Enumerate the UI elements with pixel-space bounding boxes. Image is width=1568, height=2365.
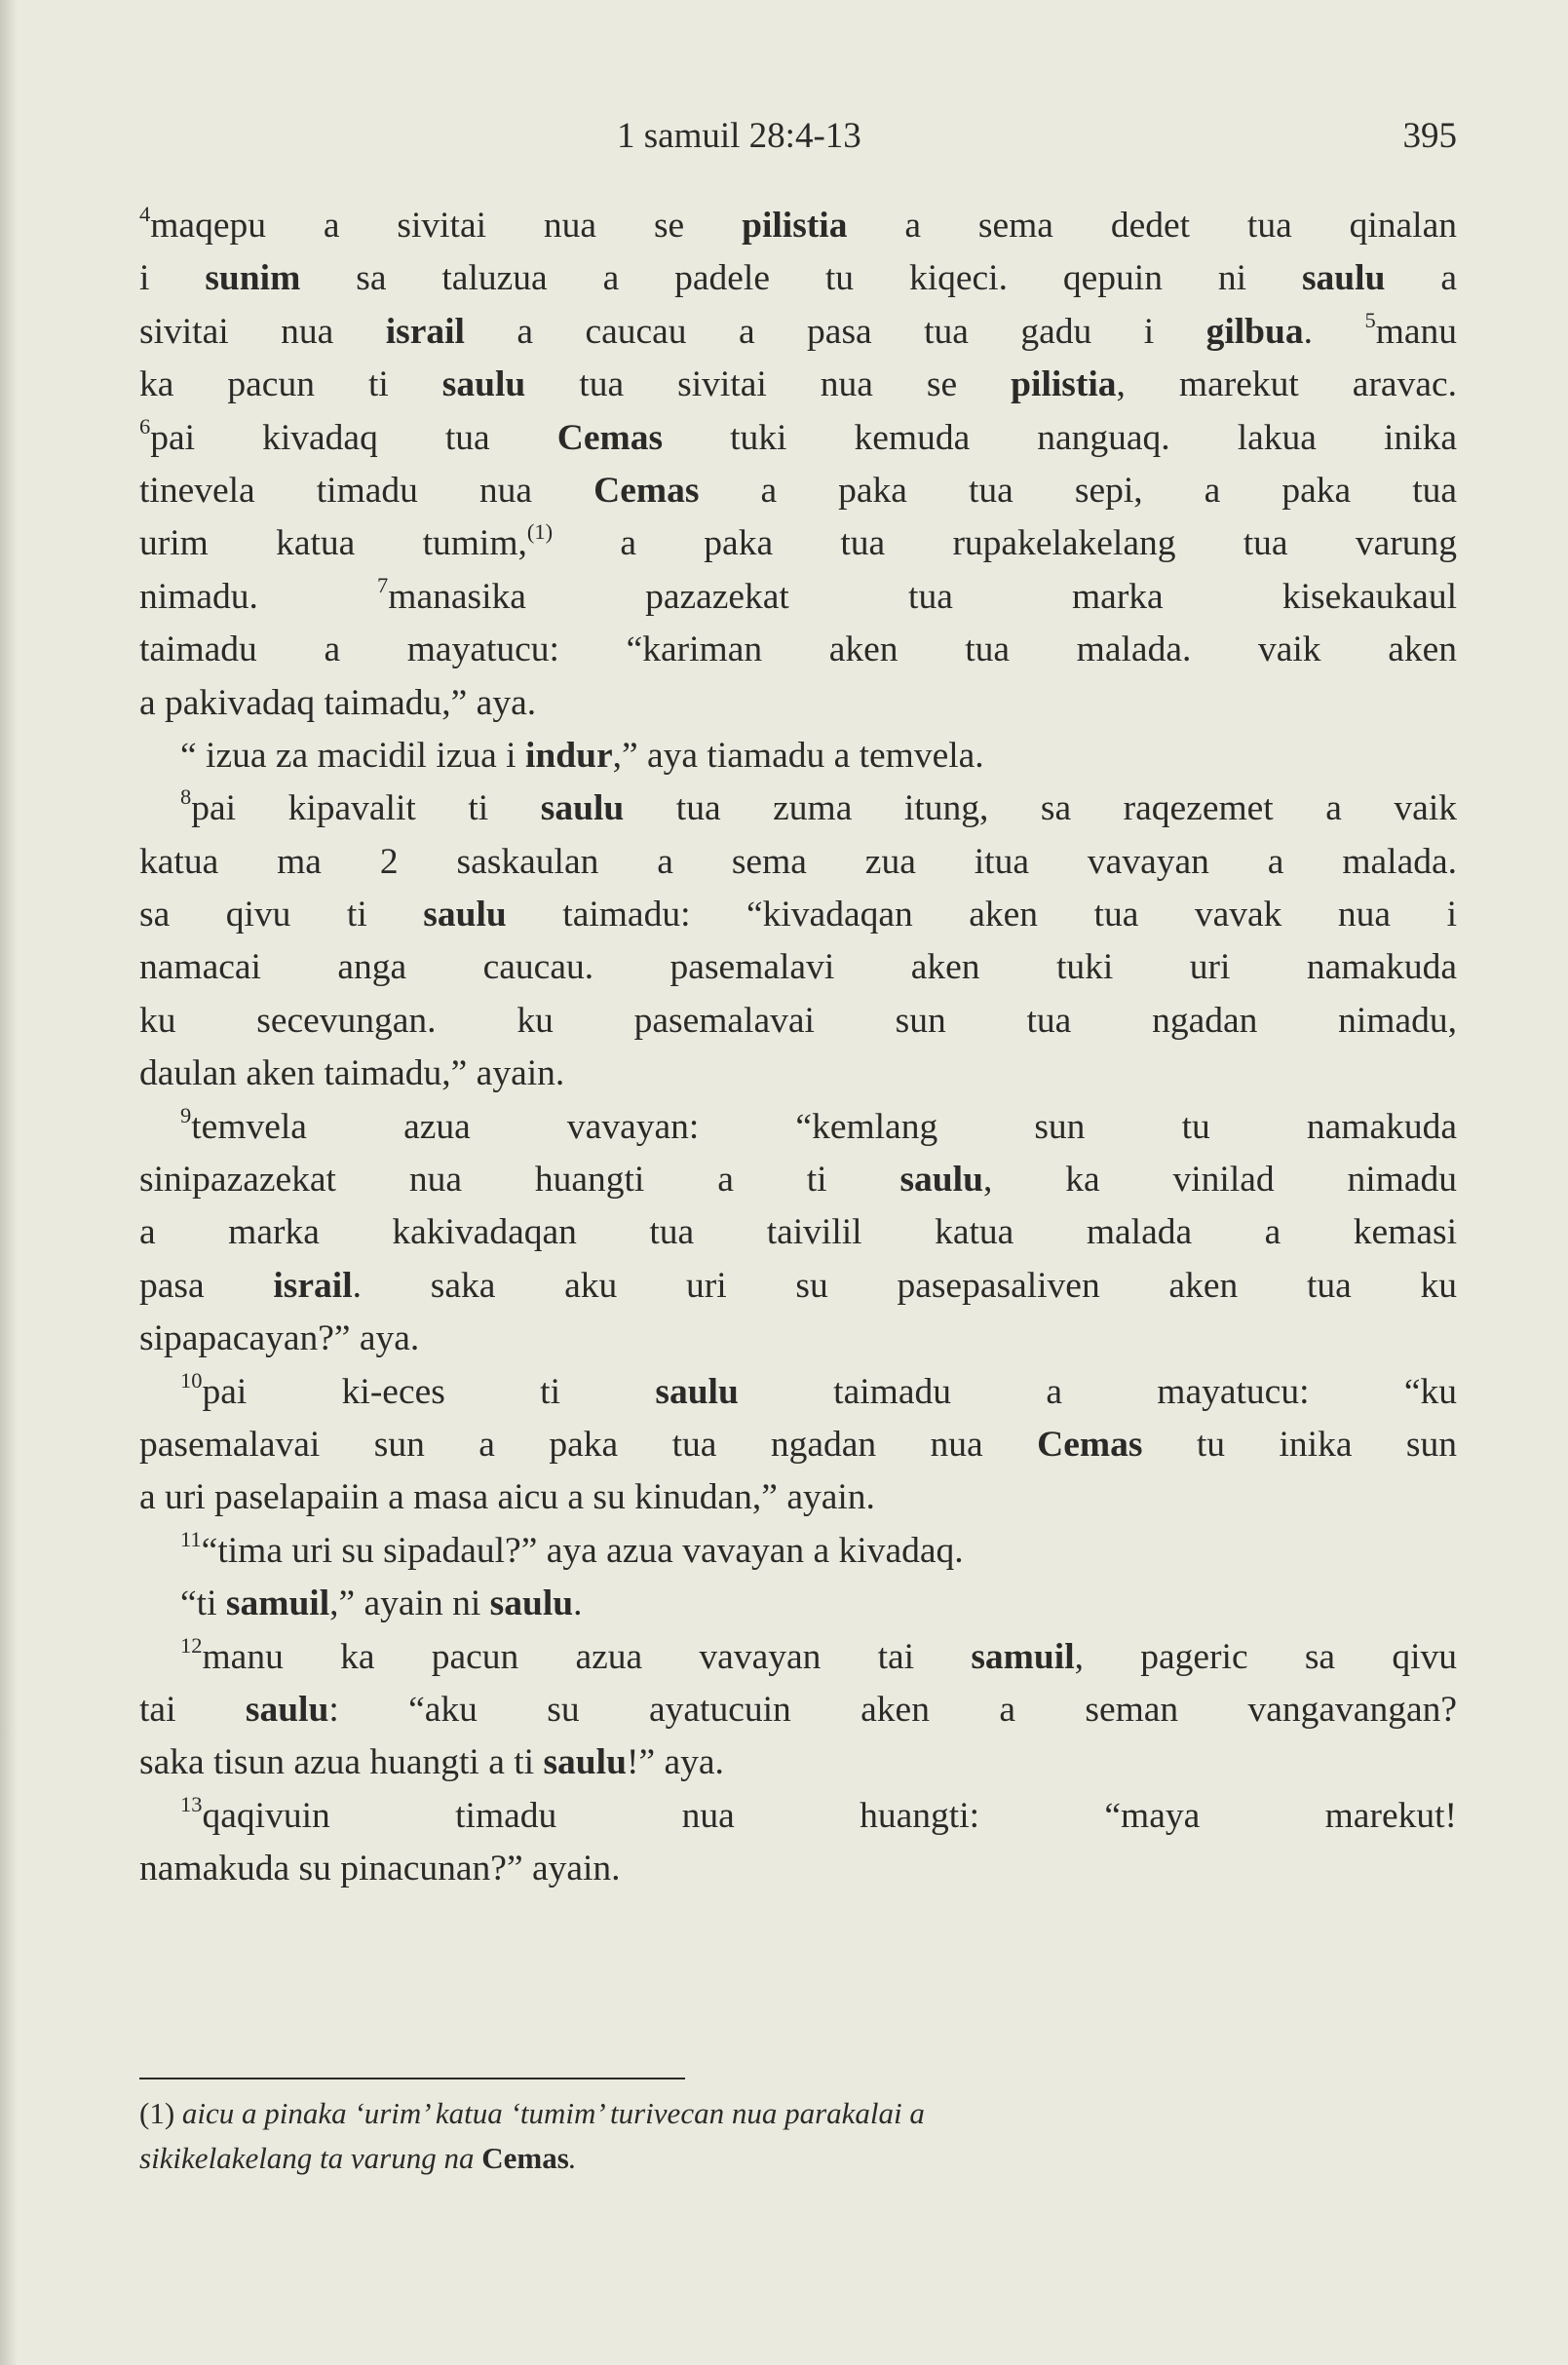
- verse-number: 8: [180, 784, 192, 810]
- footnote-reference: (1): [526, 519, 554, 545]
- footnote-divider: [139, 2078, 685, 2079]
- verse-number: 5: [1364, 307, 1376, 332]
- text-line-4: ka pacun ti saulu tua sivitai nua se pilistia, marekut aravac.: [139, 364, 1457, 405]
- text-line-5: $^6$pai kivadaq tua Cemas tuki kemuda nanguaq. lakua inika: [139, 413, 1457, 458]
- text-line-2: i sunim sa taluzua a padele tu kiqeci. qepuin ni saulu a: [139, 258, 1457, 299]
- text-line-7: urim katua tumim,$^{(1)}$ a paka tua rupakelakelang tua varung: [139, 519, 1457, 564]
- text-line-25: a uri paselapaiin a masa aicu a su kinudan,” ayain.: [139, 1477, 875, 1518]
- verse-number: 13: [180, 1791, 203, 1816]
- running-title: 1 samuil 28:4-13: [617, 116, 861, 156]
- text-line-10: a pakivadaq taimadu,” aya.: [139, 682, 537, 723]
- text-line-19: sinipazazekat nua huangti a ti saulu, ka vinilad nimadu: [139, 1160, 1457, 1201]
- text-line-23: $^{10}$pai ki-eces ti saulu taimadu a mayatucu: “ku: [180, 1367, 1457, 1412]
- text-line-29: tai saulu: “aku su ayatucuin aken a seman vangavangan?: [139, 1689, 1457, 1730]
- text-line-12: $^8$pai kipavalit ti saulu tua zuma itung, sa raqezemet a vaik: [180, 784, 1457, 829]
- text-line-24: pasemalavai sun a paka tua ngadan nua Cemas tu inika sun: [139, 1424, 1457, 1465]
- text-line-9: taimadu a mayatucu: “kariman aken tua malada. vaik aken: [139, 629, 1457, 670]
- text-line-17: daulan aken taimadu,” ayain.: [139, 1053, 565, 1094]
- verse-number: 10: [180, 1367, 203, 1392]
- scripture-body: [139, 200, 1457, 1896]
- text-line-32: namakuda su pinacunan?” ayain.: [139, 1849, 621, 1889]
- verse-number: 6: [139, 413, 151, 439]
- text-line-6: tinevela timadu nua Cemas a paka tua sepi, a paka tua: [139, 470, 1457, 511]
- text-line-22: sipapacayan?” aya.: [139, 1318, 420, 1359]
- text-line-8: nimadu. $^7$manasika pazazekat tua marka kisekaukaul: [139, 572, 1457, 617]
- running-header: [139, 115, 1457, 173]
- text-line-1: $^4$maqepu a sivitai nua se pilistia a sema dedet tua qinalan: [139, 201, 1457, 246]
- text-line-16: ku secevungan. ku pasemalavai sun tua ngadan nimadu,: [139, 1000, 1457, 1041]
- footnote-mark: (1): [139, 2096, 175, 2130]
- verse-number: 12: [180, 1632, 203, 1658]
- verse-number: 4: [139, 201, 151, 226]
- text-line-27: “ti samuil,” ayain ni saulu.: [180, 1583, 583, 1624]
- text-line-3: sivitai nua israil a caucau a pasa tua gadu i gilbua. $^5$manu: [139, 307, 1457, 352]
- text-line-28: $^{12}$manu ka pacun azua vavayan tai samuil, pageric sa qivu: [180, 1632, 1457, 1677]
- text-line-31: $^{13}$qaqivuin timadu nua huangti: “maya marekut!: [180, 1791, 1457, 1836]
- verse-number: 11: [180, 1526, 202, 1551]
- footnote-line-2: sikikelakelang ta varung na Cemas.: [139, 2141, 577, 2175]
- text-line-13: katua ma 2 saskaulan a sema zua itua vavayan a malada.: [139, 841, 1457, 882]
- text-line-18: $^9$temvela azua vavayan: “kemlang sun tu namakuda: [180, 1102, 1457, 1147]
- text-line-20: a marka kakivadaqan tua taivilil katua malada a kemasi: [139, 1212, 1457, 1253]
- text-line-26: $^{11}$“tima uri su sipadaul?” aya azua vavayan a kivadaq.: [180, 1526, 964, 1571]
- verse-number: 7: [377, 572, 389, 597]
- text-line-21: pasa israil. saka aku uri su pasepasaliven aken tua ku: [139, 1265, 1457, 1306]
- page-spine-shadow: [0, 0, 18, 2365]
- text-line-11: “ izua za macidil izua i indur,” aya tiamadu a temvela.: [180, 735, 984, 776]
- text-line-14: sa qivu ti saulu taimadu: “kivadaqan aken tua vavak nua i: [139, 895, 1457, 935]
- text-line-30: saka tisun azua huangti a ti saulu!” aya.: [139, 1742, 724, 1783]
- verse-number: 9: [180, 1102, 192, 1127]
- page-number: 395: [1402, 116, 1457, 156]
- text-line-15: namacai anga caucau. pasemalavi aken tuki uri namakuda: [139, 947, 1457, 988]
- footnote-line-1: (1) aicu a pinaka ‘urim’ katua ‘tumim’ turivecan nua parakalai a: [139, 2096, 925, 2130]
- footnote: [139, 2091, 1457, 2181]
